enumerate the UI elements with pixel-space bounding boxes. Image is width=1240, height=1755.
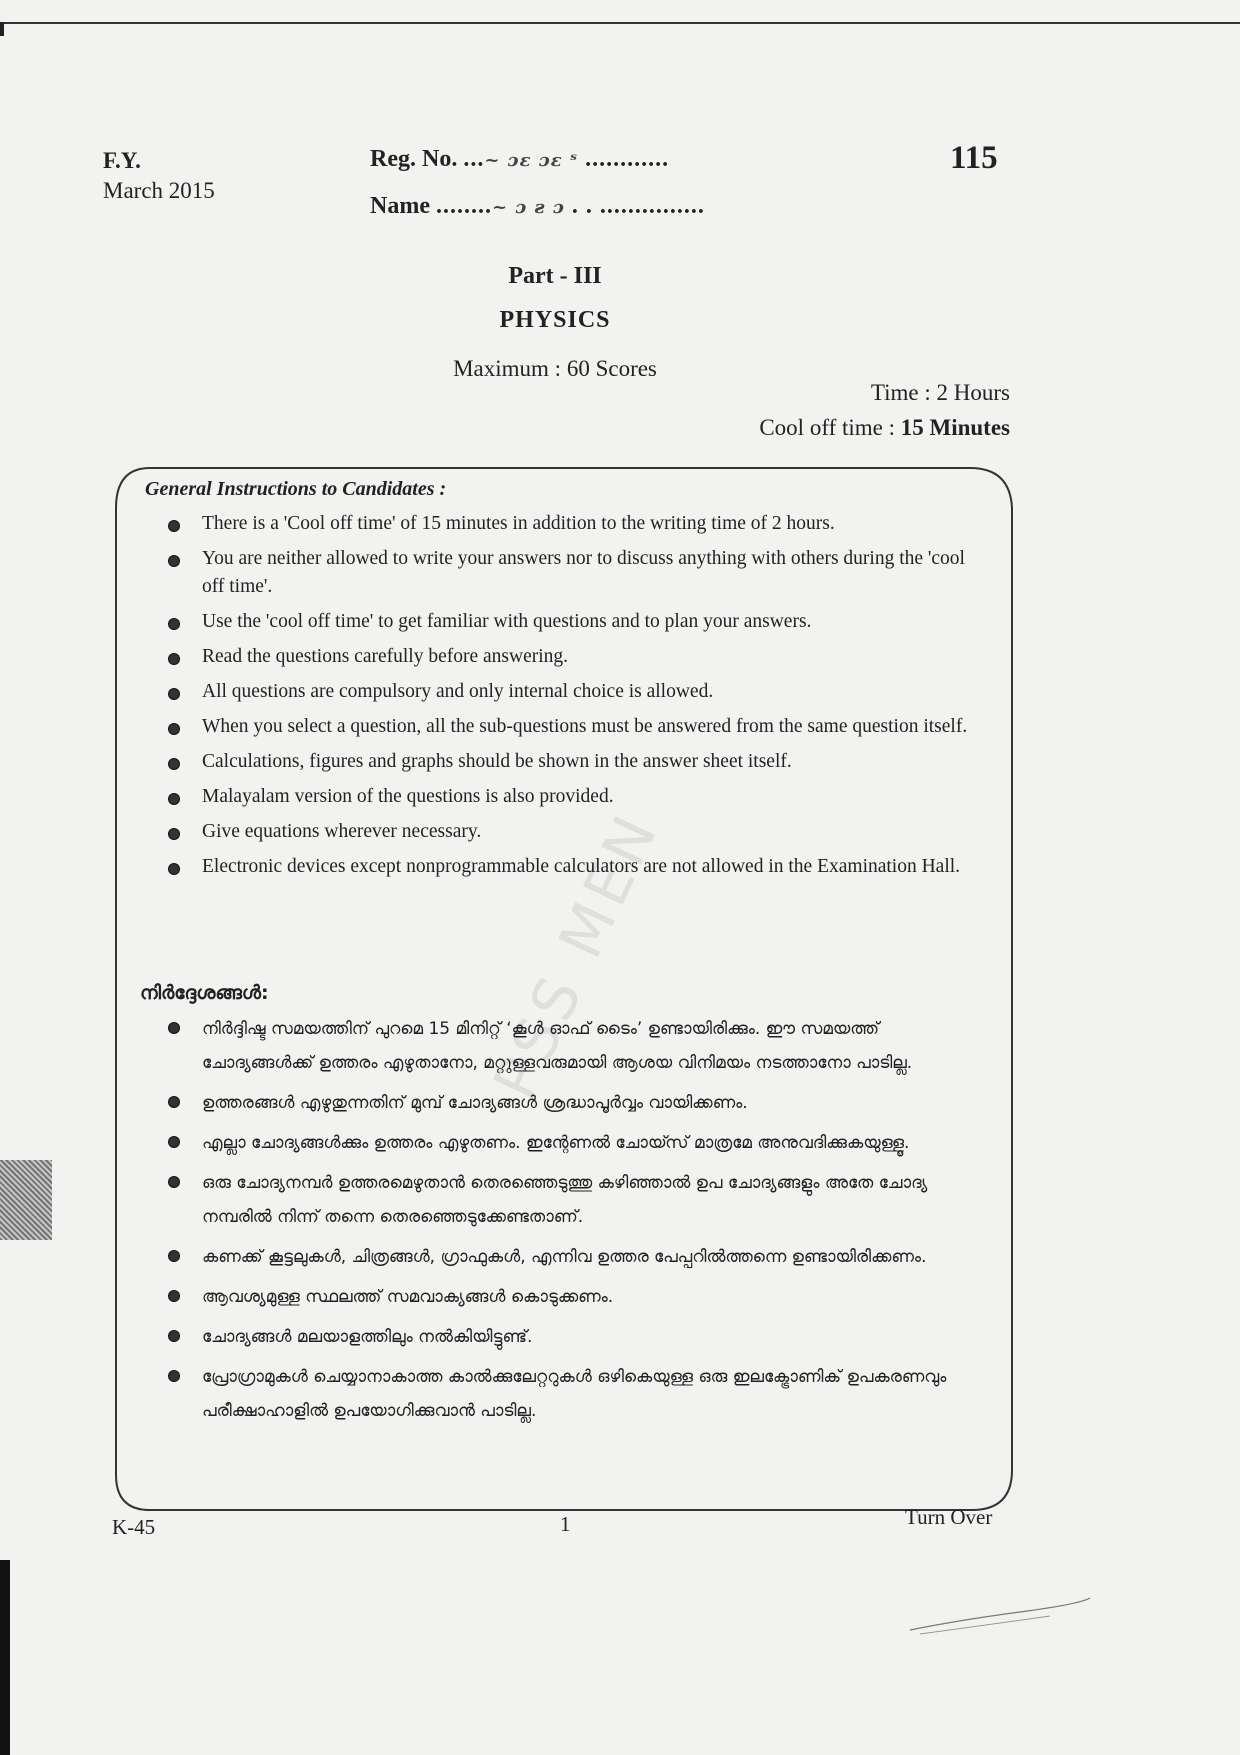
footer-code: K-45 xyxy=(112,1515,156,1539)
pen-scribble xyxy=(900,1590,1100,1640)
page-number: 1 xyxy=(560,1512,571,1536)
bullet-icon xyxy=(168,1176,180,1188)
bullet-icon xyxy=(168,863,180,875)
instruction-item: Read the questions carefully before answering. xyxy=(160,643,990,671)
instruction-item: Malayalam version of the questions is also provided. xyxy=(160,783,990,811)
instruction-item: Electronic devices except nonprogrammable calculators are not allowed in the Examination Hall. xyxy=(160,853,990,881)
top-edge-line xyxy=(0,22,1240,24)
bullet-icon xyxy=(168,1136,180,1148)
instruction-item: Calculations, figures and graphs should be shown in the answer sheet itself. xyxy=(160,748,990,776)
name-dots: ........~ ɔ ƨ ɔ . . ............... xyxy=(435,193,705,219)
name-field xyxy=(370,193,705,220)
reg-no-label: Reg. No. xyxy=(370,146,458,172)
bullet-icon xyxy=(168,723,180,735)
reg-no-field xyxy=(370,146,669,173)
cool-off-value: 15 Minutes xyxy=(900,415,1010,440)
bullet-icon xyxy=(168,618,180,630)
malayalam-instruction-item: കണക്ക് കൂട്ടലുകൾ, ചിത്രങ്ങൾ, ഗ്രാഫുകൾ, എന്നിവ ഉത്തര പേപ്പറിൽത്തന്നെ ഉണ്ടായിരിക്കണം. xyxy=(160,1240,990,1274)
cool-off-time xyxy=(759,415,1010,441)
scan-edge-bar xyxy=(0,1560,10,1755)
reg-no-dots: ...~ ɔɛ ɔɛ ˢ ............ xyxy=(463,146,670,172)
instruction-item: You are neither allowed to write your answers nor to discuss anything with others during the 'cool off time'. xyxy=(160,545,990,601)
malayalam-instruction-item: ഒരു ചോദ്യനമ്പർ ഉത്തരമെഴുതാൻ തെരഞ്ഞെടുത്തു കഴിഞ്ഞാൽ ഉപ ചോദ്യങ്ങളും അതേ ചോദ്യ നമ്പരിൽ നിന്ന് തന്നെ തെരഞ്ഞെടുക്കേണ്ടതാണ്. xyxy=(160,1166,990,1234)
bullet-icon xyxy=(168,1330,180,1342)
instruction-item: When you select a question, all the sub-questions must be answered from the same question itself. xyxy=(160,713,990,741)
name-label: Name xyxy=(370,193,430,219)
course-label: F.Y. xyxy=(103,148,141,173)
bullet-icon xyxy=(168,1290,180,1302)
instruction-item: Give equations wherever necessary. xyxy=(160,818,990,846)
malayalam-instruction-item: ആവശ്യമുള്ള സ്ഥലത്ത് സമവാക്യങ്ങൾ കൊടുക്കണം. xyxy=(160,1280,990,1314)
handwritten-reg-no: ~ ɔɛ ɔɛ ˢ xyxy=(484,150,579,171)
instructions-title: General Instructions to Candidates : xyxy=(145,478,447,500)
malayalam-instruction-item: ഉത്തരങ്ങൾ എഴുതുന്നതിന് മുമ്പ് ചോദ്യങ്ങൾ ശ്രദ്ധാപൂർവ്വം വായിക്കണം. xyxy=(160,1086,990,1120)
bullet-icon xyxy=(168,688,180,700)
instruction-item: There is a 'Cool off time' of 15 minutes in addition to the writing time of 2 hours. xyxy=(160,510,990,538)
bullet-icon xyxy=(168,793,180,805)
bullet-icon xyxy=(168,653,180,665)
handwritten-name: ~ ɔ ƨ ɔ xyxy=(491,197,565,218)
malayalam-instruction-item: എല്ലാ ചോദ്യങ്ങൾക്കും ഉത്തരം എഴുതണം. ഇന്റേണൽ ചോയ്സ് മാത്രമേ അനുവദിക്കുകയുള്ളൂ. xyxy=(160,1126,990,1160)
corner-mark xyxy=(0,22,4,36)
instruction-item: All questions are compulsory and only internal choice is allowed. xyxy=(160,678,990,706)
cool-off-label: Cool off time : xyxy=(759,415,895,440)
bullet-icon xyxy=(168,1370,180,1382)
subject-heading: PHYSICS xyxy=(499,307,611,333)
bullet-icon xyxy=(168,520,180,532)
specimen-watermark: PSS MEN xyxy=(480,800,674,1110)
time-allowed: Time : 2 Hours xyxy=(870,380,1010,405)
max-scores: Maximum : 60 Scores xyxy=(453,356,657,381)
malayalam-instructions-list xyxy=(160,1012,990,1434)
bullet-icon xyxy=(168,758,180,770)
bullet-icon xyxy=(168,1022,180,1034)
bullet-icon xyxy=(168,1096,180,1108)
exam-date: March 2015 xyxy=(103,178,215,203)
margin-stamp xyxy=(0,1160,52,1240)
malayalam-instruction-item: നിർദ്ദിഷ്ട സമയത്തിന് പുറമെ 15 മിനിറ്റ് ‘കൂൾ ഓഫ് ടൈം’ ഉണ്ടായിരിക്കും. ഈ സമയത്ത് ചോദ്യങ്ങൾക്ക് ഉത്തരം എഴുതാനോ, മറ്റുള്ളവരുമായി ആശയ വിനിമയം നടത്താനോ പാടില്ല. xyxy=(160,1012,990,1080)
instruction-item: Use the 'cool off time' to get familiar with questions and to plan your answers. xyxy=(160,608,990,636)
malayalam-instructions-title: നിർദ്ദേശങ്ങൾ: xyxy=(140,982,269,1004)
paper-code: 115 xyxy=(950,140,998,176)
turn-over-label: Turn Over xyxy=(905,1505,993,1529)
part-heading: Part - III xyxy=(508,263,602,289)
bullet-icon xyxy=(168,555,180,567)
bullet-icon xyxy=(168,828,180,840)
bullet-icon xyxy=(168,1250,180,1262)
malayalam-instruction-item: ചോദ്യങ്ങൾ മലയാളത്തിലും നൽകിയിട്ടുണ്ട്. xyxy=(160,1320,990,1354)
instructions-list xyxy=(160,510,990,888)
malayalam-instruction-item: പ്രോഗ്രാമുകൾ ചെയ്യാനാകാത്ത കാൽക്കുലേറ്ററുകൾ ഒഴികെയുള്ള ഒരു ഇലക്ട്രോണിക് ഉപകരണവും പരീക്ഷാഹാളിൽ ഉപയോഗിക്കുവാൻ പാടില്ല. xyxy=(160,1360,990,1428)
